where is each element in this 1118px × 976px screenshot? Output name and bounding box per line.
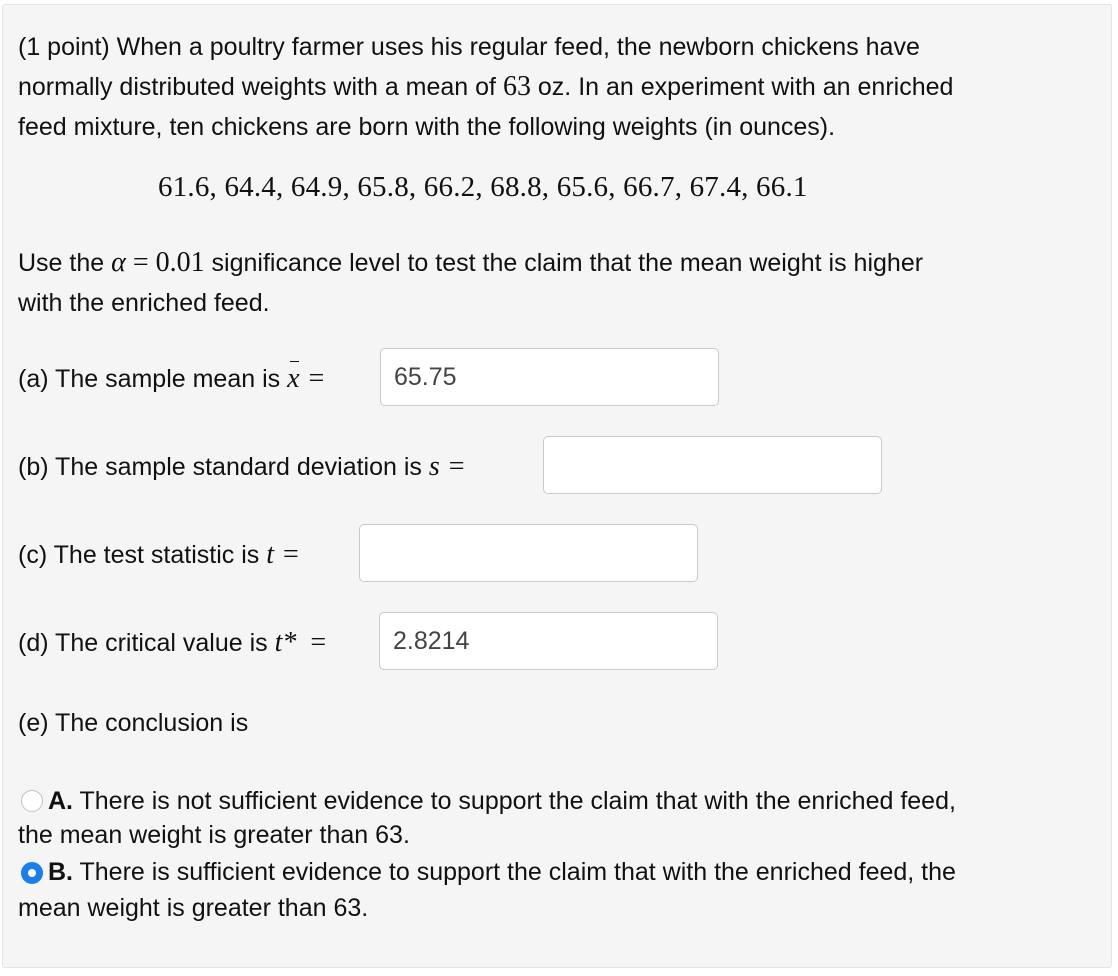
weights-data <box>158 171 808 204</box>
intro-text: feed mixture, ten chickens are born with the following weights (in ounces). <box>18 113 836 141</box>
test-statistic-input[interactable] <box>359 524 698 582</box>
intro-line-1 <box>18 27 920 67</box>
alpha-value: 0.01 <box>155 247 205 278</box>
equals-sign: = <box>310 627 327 658</box>
option-a-line-2[interactable] <box>18 815 410 855</box>
part-d-label <box>18 623 326 663</box>
intro-line-3 <box>18 107 835 147</box>
equals-sign: = <box>308 363 325 394</box>
test-text: with the enriched feed. <box>18 289 270 317</box>
option-b-text: There is sufficient evidence to support the claim that with the enriched feed, the <box>73 858 956 886</box>
test-line-1 <box>18 243 923 283</box>
option-b-line-2[interactable] <box>18 888 368 928</box>
intro-text: (1 point) When a poultry farmer uses his regular feed, the newborn chickens have <box>18 33 920 61</box>
problem-panel <box>2 4 1112 968</box>
t-star-symbol: t* <box>274 627 297 658</box>
equals-sign: = <box>283 539 299 570</box>
regular-mean-value: 63 <box>502 71 531 102</box>
intro-text: oz. In an experiment with an enriched <box>530 73 954 101</box>
alpha-symbol: α <box>111 247 126 278</box>
option-a-letter: A. <box>48 787 73 815</box>
part-d-text: (d) The critical value is <box>18 629 275 657</box>
option-a-text: the mean weight is greater than 63. <box>18 821 410 849</box>
test-text: Use the <box>18 249 112 277</box>
intro-line-2 <box>18 67 953 107</box>
part-e-text: (e) The conclusion is <box>18 709 249 737</box>
option-b-letter: B. <box>48 858 73 886</box>
intro-text: normally distributed weights with a mean of <box>18 73 503 101</box>
t-symbol: t <box>266 539 274 570</box>
test-text: significance level to test the claim that the mean weight is higher <box>204 249 924 277</box>
part-c-label <box>18 535 299 575</box>
option-a-radio[interactable] <box>21 790 43 812</box>
critical-value-input[interactable] <box>379 612 718 670</box>
part-e-label <box>18 703 248 743</box>
sample-std-dev-input[interactable] <box>543 436 882 494</box>
x-bar-symbol: x <box>287 359 299 399</box>
part-a-text: (a) The sample mean is <box>18 365 288 393</box>
equals-sign: = <box>448 451 465 482</box>
weights-values: 61.6, 64.4, 64.9, 65.8, 66.2, 68.8, 65.6, 66.7, 67.4, 66.1 <box>158 171 808 203</box>
part-b-label <box>18 447 465 487</box>
option-b-radio[interactable] <box>21 862 43 884</box>
test-line-2 <box>18 283 270 323</box>
equals-sign: = <box>132 247 149 278</box>
part-c-text: (c) The test statistic is <box>18 541 267 569</box>
sample-mean-input[interactable] <box>380 348 719 406</box>
part-b-text: (b) The sample standard deviation is <box>18 453 429 481</box>
option-b-text: mean weight is greater than 63. <box>18 894 369 922</box>
option-a-text: There is not sufficient evidence to support the claim that with the enriched feed, <box>73 787 956 815</box>
s-symbol: s <box>428 451 440 482</box>
option-b-line-1[interactable] <box>48 852 956 892</box>
part-a-label <box>18 359 324 399</box>
